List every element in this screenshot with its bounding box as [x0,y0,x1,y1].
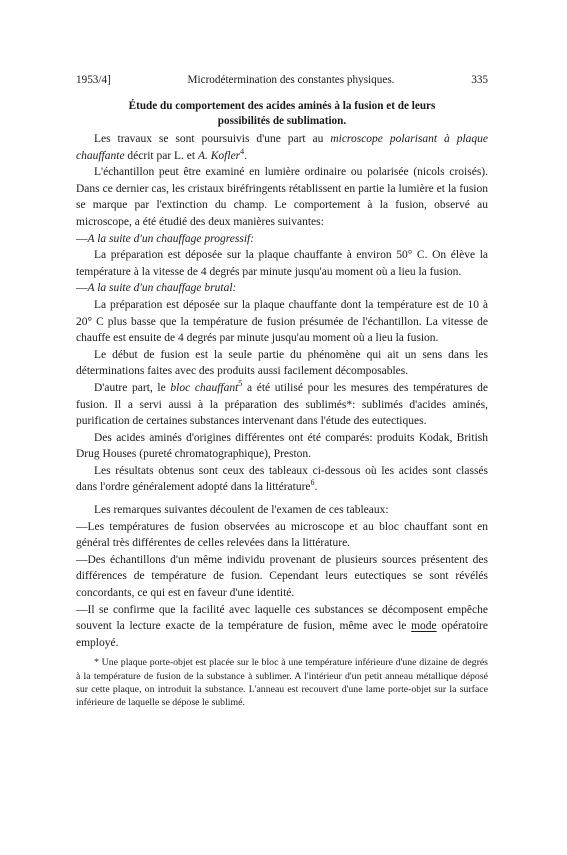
running-header [76,73,488,87]
paragraph-brutal: La préparation est déposée sur la plaque chauffante dont la température est de 10 à 20° C plus basse que la température de fusion présumée de l'échantillon. La vitesse de chauffe est ensuite de 4 degrés par minute jusqu'au moment où a lieu la fusion. [76,298,488,345]
paragraph-fusion-start: Le début de fusion est la seule partie du phénomène qui ait un sens dans les déterminations faites avec des produits aussi facilement décomposables. [76,348,488,378]
remark-item-3 [76,602,488,652]
text-run: décrit par L. et [124,149,198,162]
remark-item-2: —Des échantillons d'un même individu provenant de plusieurs sources présentent des différences de température de fusion. Cependant leurs eutectiques se sont révélés concordants, ce qui est en faveur d'une identité. [76,553,488,600]
paragraph-results [76,463,488,496]
dash: — [76,232,88,245]
reference-mark: 6 [310,478,315,488]
paragraph-sample: L'échantillon peut être examiné en lumière ordinaire ou polarisée (nicols croisés). Dans ce dernier cas, les cristaux biréfringents rétablissent en partie la lumière et la fusion se marque par l'extinction du champ. Le comportement à la fusion, observé au microscope, a été étudié des deux manières suivantes: [76,166,488,228]
article-body [76,99,488,709]
volume-label: 1953/4] [76,74,111,86]
italic-term: microscope polarisant à plaque chauffante [76,133,489,162]
paragraph-remarks: Les remarques suivantes découlent de l'examen de ces tableaux: [94,504,389,517]
subheading-text: A la suite d'un chauffage progressif: [87,232,255,245]
subheading-progressive [76,231,488,248]
section-title-line-1: Étude du comportement des acides aminés à la fusion et de leurs [128,100,436,112]
text-run: . [314,481,318,494]
text-run: Les résultats obtenus sont ceux des tableaux ci-dessous où les acides sont classés dans l'ordre généralement adopté dans la littérature [76,464,488,494]
page-number: 335 [471,74,488,86]
paragraph-progressive: La préparation est déposée sur la plaque chauffante à environ 50° C. On élève la température à la vitesse de 4 degrés par minute jusqu'au moment où a lieu la fusion. [76,249,488,278]
remark-item-1: —Les températures de fusion observées au microscope et au bloc chauffant sont en général très différentes de celles relevées dans la littérature. [76,520,488,550]
text-run: Les travaux se sont poursuivis d'une part au [94,133,331,145]
subheading-brutal [76,280,488,297]
author-name: A. Kofler [197,149,241,162]
subheading-text: A la suite d'un chauffage brutal: [87,282,237,295]
italic-term: bloc chauffant [170,381,239,394]
footnote: * Une plaque porte-objet est placée sur le bloc à une température inférieure d'une dizaine de degrés à la température de fusion de la substance à sublimer. A l'intérieur d'un petit anneau métallique déposé sur cette plaque, on introduit la substance. L'anneau est recouvert d'une lame porte-objet sur la surface inférieure de laquelle se dépose le sublimé. [76,657,488,709]
text-run: . [244,149,248,162]
text-run: D'autre part, le [94,381,171,394]
dash: — [76,282,88,295]
reference-mark: 5 [238,379,243,389]
paragraph-intro [76,131,488,164]
running-title: Microdétermination des constantes physiques. [187,74,395,86]
paragraph-sources: Des acides aminés d'origines différentes ont été comparés: produits Kodak, British Drug Houses (pureté chromatographique), Preston. [76,431,488,461]
section-title-line-2: possibilités de sublimation. [217,114,347,127]
text-run: opératoire employé. [76,620,488,649]
underlined-word: mode [411,620,437,633]
text-run: a été utilisé pour les mesures des températures de fusion. Il a servi aussi à la préparation des sublimés*: sublimés d'acides aminés, purification de certaines substances intervenant dans l'étude des eutectiques. [76,381,488,428]
paragraph-bloc-chauffant [76,380,488,430]
text-run: —Il se confirme que la facilité avec laquelle ces substances se décomposent empêche souvent la lecture exacte de la température de fusion, même avec le [76,603,488,633]
reference-mark: 4 [240,146,245,156]
section-title [76,99,488,128]
